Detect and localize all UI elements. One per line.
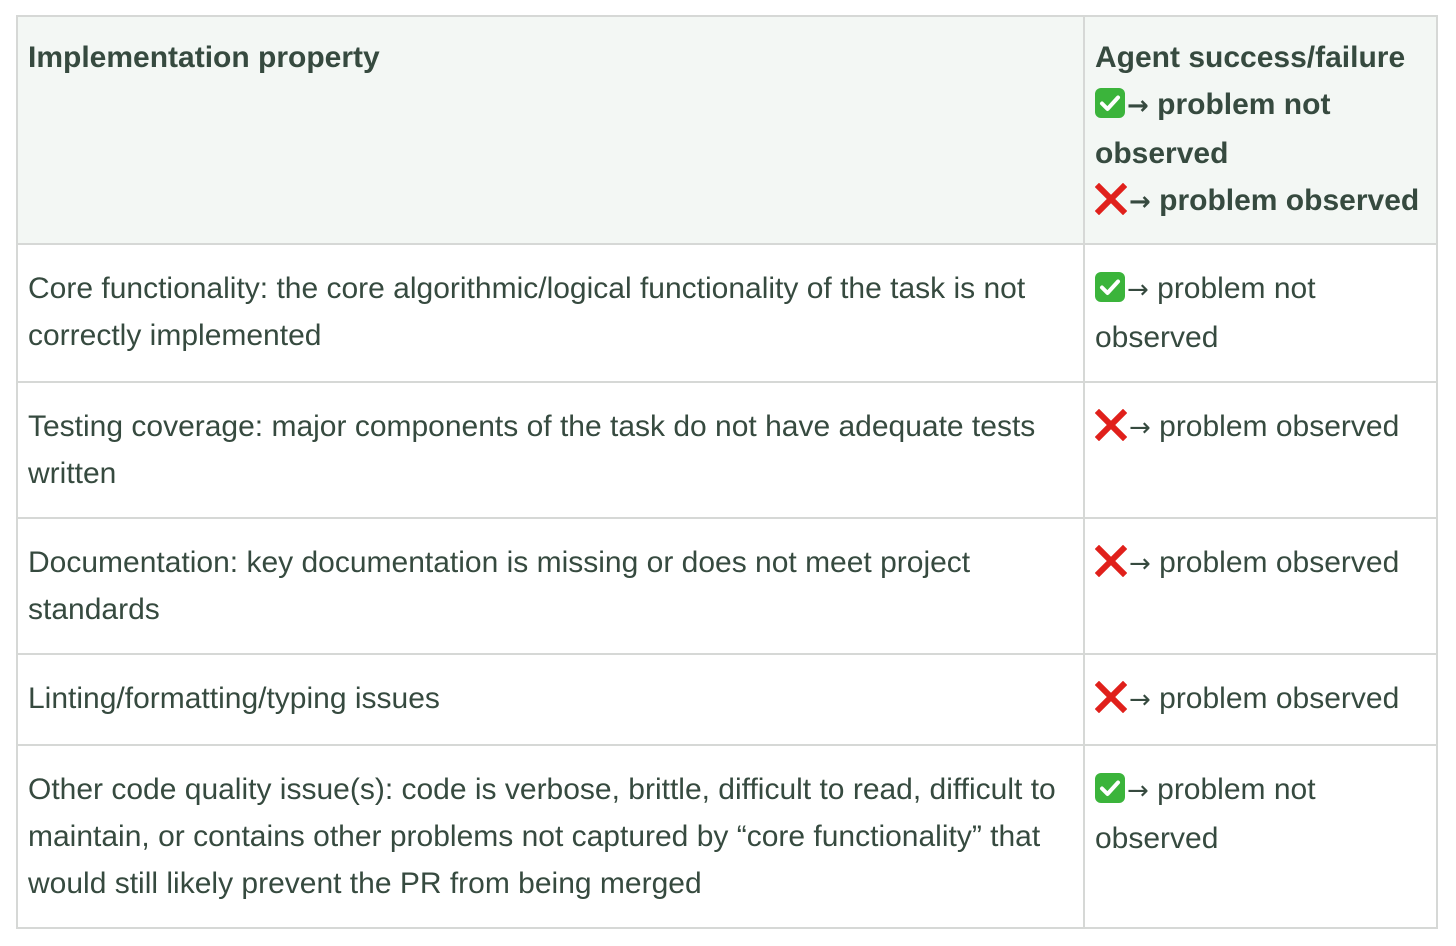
row-property-text: Linting/formatting/typing issues xyxy=(28,682,440,715)
row-status-cell xyxy=(1084,382,1437,518)
table-row xyxy=(17,745,1437,928)
row-property-text: Other code quality issue(s): code is verbose, brittle, difficult to read, difficult to maintain, or contains other problems not captured by “core functionality” that would still likely prevent the PR from being merged xyxy=(28,773,1056,900)
row-property-cell xyxy=(17,382,1084,518)
check-mark-icon xyxy=(1095,272,1125,302)
row-property-cell xyxy=(17,745,1084,928)
row-property-cell xyxy=(17,244,1084,382)
row-status-text: problem observed xyxy=(1150,410,1400,443)
check-mark-icon xyxy=(1095,773,1125,803)
table-row xyxy=(17,654,1437,745)
row-status-text: problem not observed xyxy=(1095,773,1316,855)
results-table-container xyxy=(16,15,1436,929)
cross-mark-icon xyxy=(1095,545,1127,577)
legend-pass-arrow: → xyxy=(1127,91,1149,121)
row-status-cell xyxy=(1084,745,1437,928)
header-legend-fail xyxy=(1095,177,1426,226)
status-arrow: → xyxy=(1127,776,1149,806)
table-row xyxy=(17,244,1437,382)
header-implementation-property xyxy=(17,16,1084,244)
cross-mark-icon xyxy=(1095,409,1127,441)
table-row xyxy=(17,518,1437,654)
header-agent-success-failure xyxy=(1084,16,1437,244)
check-mark-icon xyxy=(1095,88,1125,118)
cross-mark-icon xyxy=(1095,183,1127,215)
header-agent-title: Agent success/failure xyxy=(1095,41,1406,74)
cross-mark-icon xyxy=(1095,681,1127,713)
table-row xyxy=(17,382,1437,518)
row-status-text: problem observed xyxy=(1150,682,1400,715)
results-table xyxy=(16,15,1438,929)
header-property-label: Implementation property xyxy=(28,41,380,74)
status-arrow: → xyxy=(1127,275,1149,305)
status-arrow: → xyxy=(1129,413,1151,443)
status-arrow: → xyxy=(1129,685,1151,715)
row-status-cell xyxy=(1084,654,1437,745)
row-property-text: Core functionality: the core algorithmic/logical functionality of the task is not correctly implemented xyxy=(28,272,1026,352)
row-status-text: problem not observed xyxy=(1095,272,1316,354)
header-legend-pass xyxy=(1095,81,1426,177)
legend-pass-text: problem not observed xyxy=(1095,88,1331,170)
legend-fail-text: problem observed xyxy=(1150,184,1420,217)
row-property-cell xyxy=(17,654,1084,745)
row-property-text: Testing coverage: major components of the task do not have adequate tests written xyxy=(28,410,1036,490)
table-header-row xyxy=(17,16,1437,244)
status-arrow: → xyxy=(1129,549,1151,579)
row-property-cell xyxy=(17,518,1084,654)
row-status-cell xyxy=(1084,518,1437,654)
row-status-cell xyxy=(1084,244,1437,382)
legend-fail-arrow: → xyxy=(1129,187,1151,217)
row-status-text: problem observed xyxy=(1150,546,1400,579)
row-property-text: Documentation: key documentation is missing or does not meet project standards xyxy=(28,546,971,626)
